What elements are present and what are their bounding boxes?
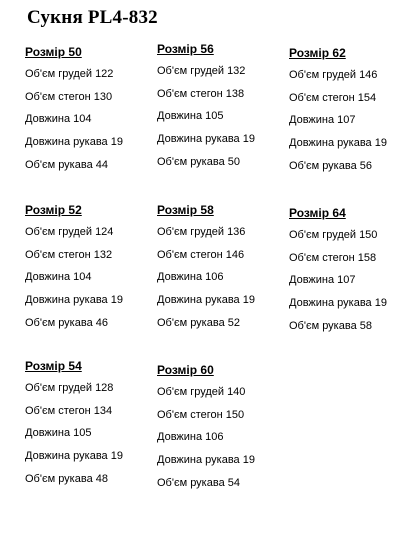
measurement-length: Довжина 105 (25, 427, 92, 440)
measurement-length: Довжина 106 (157, 271, 224, 284)
size-heading: Розмір 52 (25, 203, 82, 217)
size-block-62 (289, 46, 417, 181)
measurement-chest: Об'єм грудей 128 (25, 382, 114, 394)
measurement-length: Довжина 106 (157, 431, 224, 444)
measurement-chest: Об'єм грудей 136 (157, 226, 246, 238)
measurement-chest: Об'єм грудей 146 (289, 69, 378, 81)
size-block-58 (157, 203, 285, 338)
measurement-length: Довжина 104 (25, 113, 92, 126)
measurement-sleeve-length: Довжина рукава 19 (157, 294, 255, 307)
measurement-sleeve-width: Об'єм рукава 58 (289, 319, 372, 332)
measurement-chest: Об'єм грудей 124 (25, 226, 114, 238)
size-heading: Розмір 60 (157, 363, 214, 377)
size-heading: Розмір 56 (157, 42, 214, 56)
measurement-sleeve-length: Довжина рукава 19 (289, 137, 387, 150)
measurement-chest: Об'єм грудей 150 (289, 229, 378, 241)
measurement-sleeve-length: Довжина рукава 19 (157, 454, 255, 467)
size-heading: Розмір 54 (25, 359, 82, 373)
measurement-length: Довжина 107 (289, 114, 356, 127)
measurement-sleeve-width: Об'єм рукава 50 (157, 155, 240, 168)
measurement-length: Довжина 105 (157, 110, 224, 123)
measurement-hips: Об'єм стегон 158 (289, 251, 377, 264)
measurement-hips: Об'єм стегон 150 (157, 408, 245, 421)
measurement-sleeve-width: Об'єм рукава 44 (25, 158, 108, 171)
measurement-sleeve-width: Об'єм рукава 54 (157, 476, 240, 489)
measurement-hips: Об'єм стегон 130 (25, 90, 113, 103)
measurement-sleeve-width: Об'єм рукава 48 (25, 472, 108, 485)
measurement-sleeve-length: Довжина рукава 19 (25, 136, 123, 149)
size-block-64 (289, 206, 417, 341)
measurement-length: Довжина 107 (289, 274, 356, 287)
size-block-50 (25, 45, 153, 180)
measurement-chest: Об'єм грудей 140 (157, 386, 246, 398)
size-heading: Розмір 62 (289, 46, 346, 60)
size-block-54 (25, 359, 153, 494)
measurement-hips: Об'єм стегон 154 (289, 91, 377, 104)
measurement-chest: Об'єм грудей 132 (157, 65, 246, 77)
measurement-sleeve-length: Довжина рукава 19 (25, 294, 123, 307)
measurement-chest: Об'єм грудей 122 (25, 68, 114, 80)
size-heading: Розмір 58 (157, 203, 214, 217)
measurement-length: Довжина 104 (25, 271, 92, 284)
measurement-sleeve-length: Довжина рукава 19 (289, 297, 387, 310)
measurement-sleeve-width: Об'єм рукава 52 (157, 316, 240, 329)
measurement-hips: Об'єм стегон 138 (157, 87, 245, 100)
document-title: Сукня PL4-832 (27, 7, 158, 28)
measurement-sleeve-width: Об'єм рукава 46 (25, 316, 108, 329)
measurement-hips: Об'єм стегон 146 (157, 248, 245, 261)
measurement-hips: Об'єм стегон 132 (25, 248, 113, 261)
measurement-sleeve-length: Довжина рукава 19 (25, 450, 123, 463)
size-block-52 (25, 203, 153, 338)
measurement-hips: Об'єм стегон 134 (25, 404, 113, 417)
measurement-sleeve-width: Об'єм рукава 56 (289, 159, 372, 172)
size-block-60 (157, 363, 285, 498)
size-block-56 (157, 42, 285, 177)
size-heading: Розмір 50 (25, 45, 82, 59)
size-heading: Розмір 64 (289, 206, 346, 220)
measurement-sleeve-length: Довжина рукава 19 (157, 133, 255, 146)
